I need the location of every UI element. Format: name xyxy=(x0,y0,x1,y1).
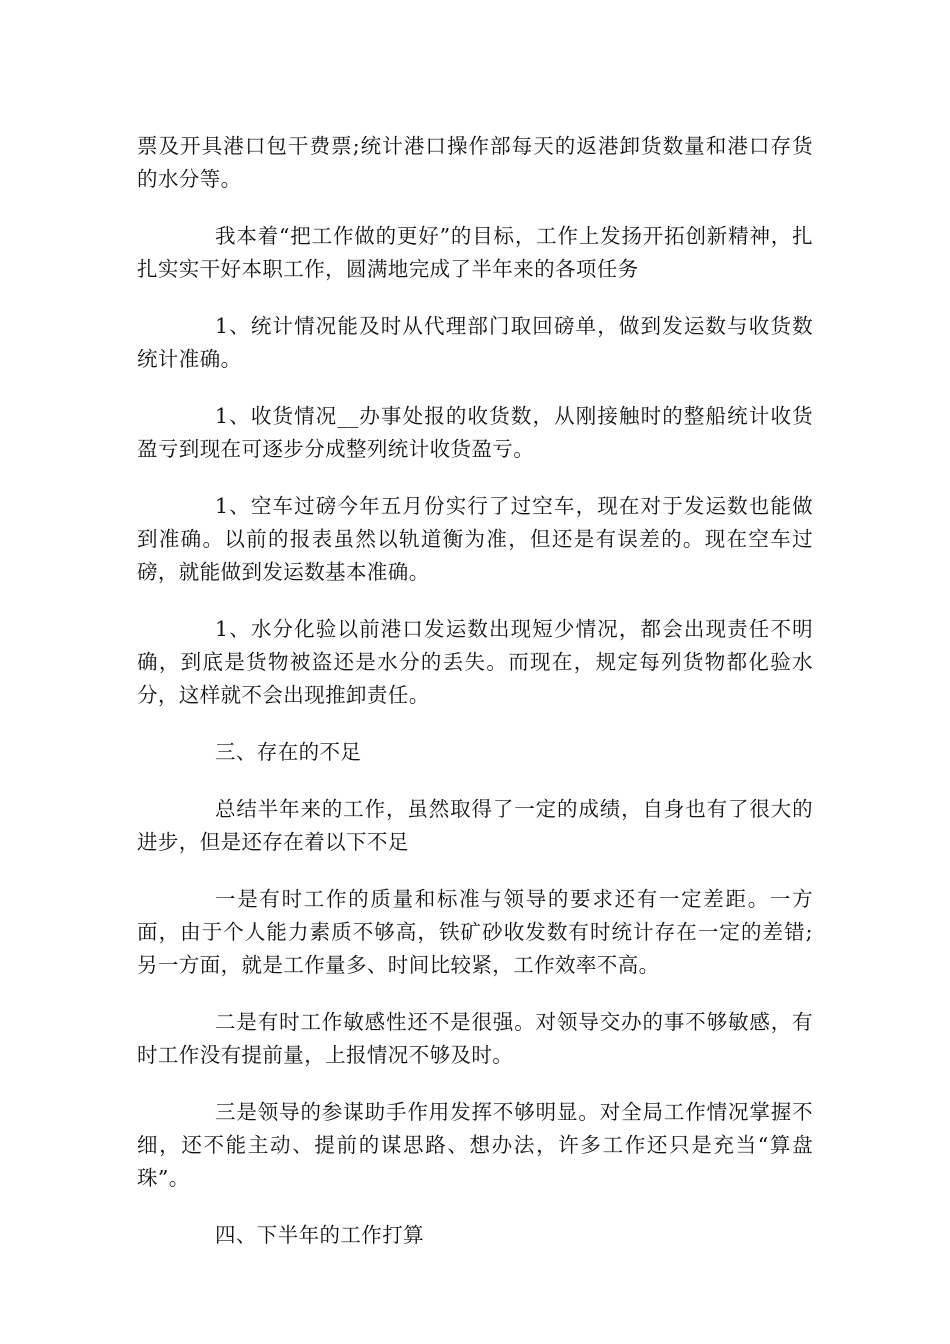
paragraph-item-moisture-test: 1、水分化验以前港口发运数出现短少情况，都会出现责任不明确，到底是货物被盗还是水分的丢失。而现在，规定每列货物都化验水分，这样就不会出现推卸责任。 xyxy=(137,617,813,707)
paragraph-summary: 总结半年来的工作，虽然取得了一定的成绩，自身也有了很大的进步，但是还存在着以下不足 xyxy=(137,797,813,854)
paragraph-shortcoming-three: 三是领导的参谋助手作用发挥不够明显。对全局工作情况掌握不细，还不能主动、提前的谋思路、想办法，许多工作还只是充当“算盘珠”。 xyxy=(137,1100,813,1190)
paragraph-shortcoming-one: 一是有时工作的质量和标准与领导的要求还有一定差距。一方面，由于个人能力素质不够高，铁矿砂收发数有时统计存在一定的差错;另一方面，就是工作量多、时间比较紧，工作效率不高。 xyxy=(137,887,813,977)
paragraph-continuation: 票及开具港口包干费票;统计港口操作部每天的返港卸货数量和港口存货的水分等。 xyxy=(137,134,813,191)
section-heading-plans: 四、下半年的工作打算 xyxy=(215,1223,424,1247)
paragraph-goal: 我本着“把工作做的更好”的目标，工作上发扬开拓创新精神，扎扎实实干好本职工作，圆满地完成了半年来的各项任务 xyxy=(137,224,813,281)
paragraph-item-receiving: 1、收货情况__办事处报的收货数，从刚接触时的整船统计收货盈亏到现在可逐步分成整列统计收货盈亏。 xyxy=(137,404,813,461)
document-body xyxy=(137,130,813,1276)
paragraph-shortcoming-two: 二是有时工作敏感性还不是很强。对领导交办的事不够敏感，有时工作没有提前量，上报情况不够及时。 xyxy=(137,1010,813,1067)
section-heading-shortcomings: 三、存在的不足 xyxy=(215,740,362,764)
paragraph-item-statistics: 1、统计情况能及时从代理部门取回磅单，做到发运数与收货数统计准确。 xyxy=(137,314,813,371)
paragraph-item-empty-weighing: 1、空车过磅今年五月份实行了过空车，现在对于发运数也能做到准确。以前的报表虽然以轨道衡为准，但还是有误差的。现在空车过磅，就能做到发运数基本准确。 xyxy=(137,494,813,584)
